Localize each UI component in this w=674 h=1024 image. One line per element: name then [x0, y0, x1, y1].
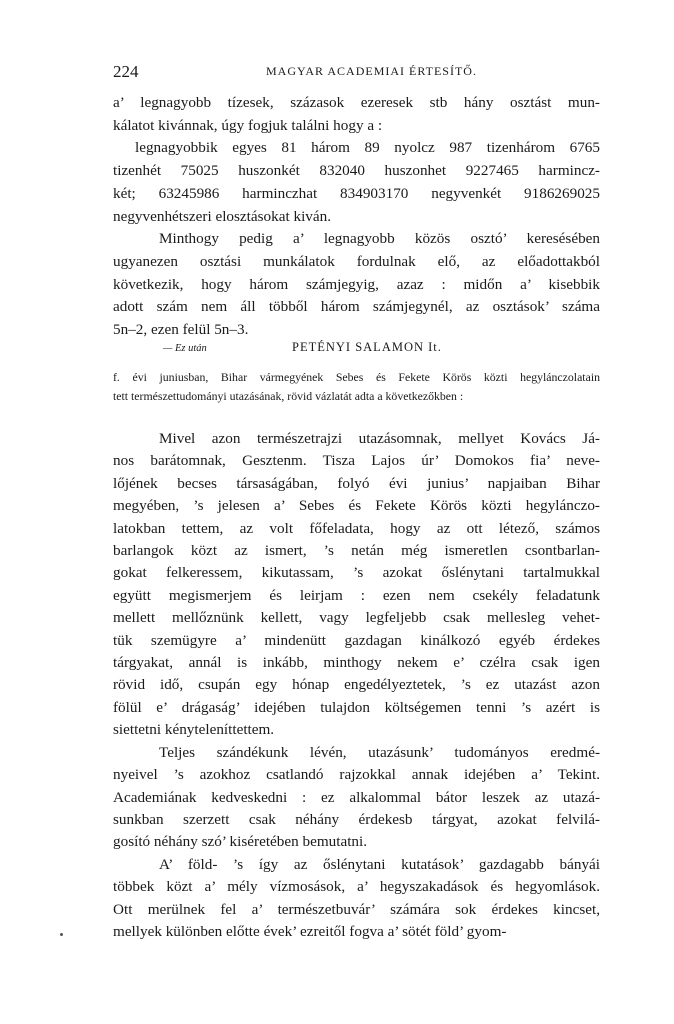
text-line: kálatot kivánnak, úgy fogjuk találni hogy a :	[113, 116, 383, 134]
text-line: Teljes szándékunk lévén, utazásunk’ tudományos eredmé-	[159, 743, 600, 761]
text-line: Academiának kedveskedni : ez alkalommal bátor leszek az utazá-	[113, 788, 600, 806]
page-header	[113, 62, 600, 82]
page-number: 224	[113, 62, 139, 81]
text-line: gosító néhány szó’ kiséretében bemutatni.	[113, 833, 368, 851]
text-line: együtt megismerjem és leirjam : ezen nem csekély feladatunk	[113, 586, 600, 604]
text-line: A’ föld- ’s így az őslénytani kutatások’ gazdagabb bányái	[159, 855, 600, 873]
text-line: nos barátomnak, Gesztenm. Tisza Lajos úr’ Domokos fia’ neve-	[113, 452, 600, 470]
text-line: tizenhét 75025 huszonkét 832040 huszonhet 9227465 harmincz-	[113, 162, 600, 180]
text-line: mellyek különben előtte évek’ ezreitől fogva a’ sötét föld’ gyom-	[113, 922, 507, 940]
text-line: rövid idő, csupán egy hónap engedélyeztetek, ’s ez utazást azon	[113, 676, 600, 694]
text-line: sunkban szerzett csak néhány érdekesb tárgyat, azokat felvilá-	[113, 810, 600, 828]
paragraph-2	[113, 742, 600, 854]
text-line: fölül e’ drágaság’ idejében tulajdon költségemen tenni ’s azért is	[113, 698, 600, 716]
text-line: adott szám nem áll többől három számjegynél, az osztások’ száma	[113, 298, 600, 316]
paragraph-3	[113, 854, 600, 944]
text-line: nyeivel ’s azokhoz csatlandó rajzokkal annak idejében a’ Tekint.	[113, 766, 600, 784]
section-intro	[113, 368, 600, 406]
text-line: gokat felkeressem, kikutassam, ’s azokat őslénytani tartalmukkal	[113, 564, 600, 582]
text-line: következik, hogy három számjegyig, azaz : midőn a’ kisebbik	[113, 275, 600, 293]
text-line: tárgyakat, annál is inkább, minthogy nekem e’ czélra csak igen	[113, 654, 600, 672]
text-line: tük szemügyre a’ mindenütt gazdagan kinálkozó egyéb érdekes	[113, 631, 600, 649]
section-author: PETÉNYI SALAMON It.	[292, 340, 442, 354]
text-line: Mivel azon természetrajzi utazásomnak, mellyet Kovács Já-	[159, 430, 600, 447]
text-line: 5n–2, ezen felül 5n–3.	[113, 321, 249, 339]
text-line: Ott merülnek fel a’ természetbuvár’ számára sok érdekes kincset,	[113, 900, 600, 918]
text-line: a’ legnagyobb tízesek, százasok ezeresek stb hány osztást mun-	[113, 94, 600, 111]
margin-speck	[60, 933, 63, 936]
text-line: két; 63245986 harminczhat 834903170 negyvenkét 9186269025	[113, 184, 600, 202]
text-line: Minthogy pedig a’ legnagyobb közös osztó’ keresésében	[159, 230, 600, 248]
paragraph-1	[113, 428, 600, 742]
intro-line: tett természettudományi utazásának, rövid vázlatát adta a következőkben :	[113, 389, 464, 403]
text-line: negyvenhétszeri elosztásokat kiván.	[113, 207, 332, 225]
text-line: megyében, ’s jelesen a’ Sebes és Fekete Körös közti hegylánczo-	[113, 497, 600, 515]
text-line: mellett mellőznünk kellett, vagy legfeljebb csak mellesleg vehet-	[113, 609, 600, 627]
text-line: ugyanezen osztási munkálatok fordulnak elő, az előadottakból	[113, 252, 600, 270]
running-head: MAGYAR ACADEMIAI ÉRTESÍTŐ.	[266, 64, 477, 78]
intro-line: f. évi juniusban, Bihar vármegyének Sebes és Fekete Körös közti hegylánczolatain	[113, 370, 600, 384]
top-text-block	[113, 92, 600, 342]
section-label: — Ez után	[163, 343, 207, 354]
text-line: siettetni kényteleníttettem.	[113, 721, 275, 739]
text-line: barlangok közt az ismert, ’s netán még ismeretlen csontbarlan-	[113, 542, 600, 560]
text-line: latokban tettem, az volt főfeladata, hogy az ott létező, számos	[113, 519, 600, 537]
text-line: többek közt a’ mély vízmosások, a’ hegyszakadások és hegyomlások.	[113, 878, 600, 896]
text-line: legnagyobbik egyes 81 három 89 nyolcz 987 tizenhárom 6765	[135, 139, 600, 157]
text-line: lőjének becses társaságában, folyó évi junius’ napjaiban Bihar	[113, 474, 600, 492]
main-text	[113, 428, 600, 943]
